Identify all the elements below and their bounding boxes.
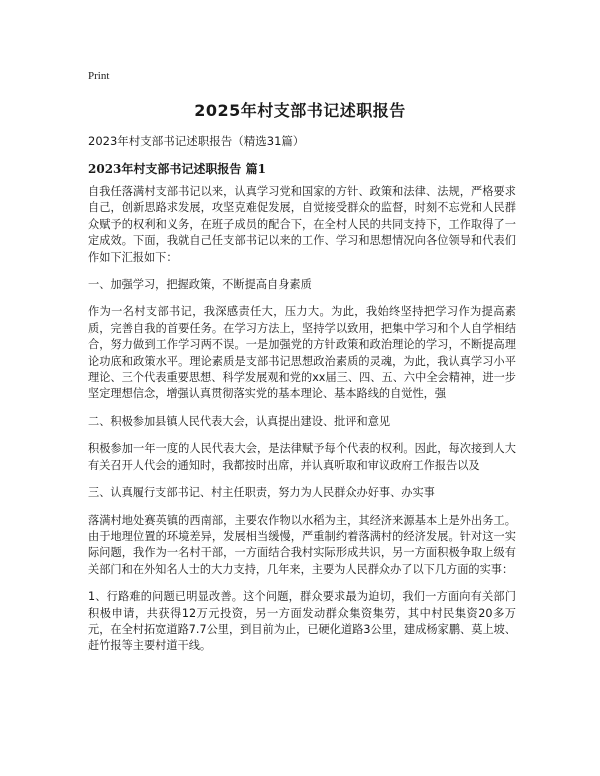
heading-congress: 二、积极参加县镇人民代表大会，认真提出建设、批评和意见 bbox=[88, 414, 391, 428]
paragraph-congress: 积极参加一年一度的人民代表大会，是法律赋予每个代表的权利。因此，每次接到人大有关召开人代会的通知时，我都按时出席，并认真听取和审议政府工作报告以及 bbox=[88, 442, 516, 472]
section-heading: 2023年村支部书记述职报告 篇1 bbox=[88, 162, 266, 176]
paragraph-intro: 自我任落满村支部书记以来，认真学习党和国家的方针、政策和法律、法规，严格要求自己，创新思路求发展，攻坚克难促发展，自觉接受群众的监督，时刻不忘党和人民群众赋予的权利和义务，在班子成员的配合下，在全村人民的共同支持下，工作取得了一定成效。下面，我就自己任支部书记以来的工作、学习和思想情况向各位领导和代表们作如下汇报如下： bbox=[88, 185, 516, 264]
paragraph-duties: 落满村地处赛英镇的西南部，主要农作物以水稻为主，其经济来源基本上是外出务工。由于地理位置的环境差异，发展相当缓慢，严重制约着落满村的经济发展。针对这一实际问题，我作为一名村干部，一方面结合我村实际形成共识，另一方面积极争取上级有关部门和在外知名人士的大力支持，几年来，主要为人民群众办了以下几方面的实事： bbox=[88, 513, 516, 576]
heading-study: 一、加强学习，把握政策，不断提高自身素质 bbox=[88, 278, 312, 292]
document-subtitle: 2023年村支部书记述职报告（精选31篇） bbox=[88, 134, 305, 148]
print-link[interactable]: Print bbox=[88, 70, 110, 82]
document-body bbox=[88, 184, 516, 666]
document-title: 2025年村支部书记述职报告 bbox=[194, 101, 406, 120]
paragraph-study: 作为一名村支部书记，我深感责任大，压力大。为此，我始终坚持把学习作为提高素质，完善自我的首要任务。在学习方法上，坚持学以致用，把集中学习和个人自学相结合，努力做到工作学习两不误。一是加强党的方针政策和政治理论的学习，不断提高理论功底和政策水平。理论素质是支部书记思想政治素质的灵魂，为此，我认真学习小平理论、三个代表重要思想、科学发展观和党的xx届三、四、五、六中全会精神，进一步坚定理想信念，增强认真贯彻落实党的基本理论、基本路线的自觉性，强 bbox=[88, 305, 516, 401]
paragraph-roads: 1、行路难的问题已明显改善。这个问题，群众要求最为迫切，我们一方面向有关部门积极申请，共获得12万元投资，另一方面发动群众集资集劳，其中村民集资20多万元，在全村拓宽道路7.7公里，到目前为止，已硬化道路3公里，建成杨家鹏、莫上坡、赶竹报等主要村道干线。 bbox=[88, 590, 516, 653]
heading-duties: 三、认真履行支部书记、村主任职责，努力为人民群众办好事、办实事 bbox=[88, 486, 435, 500]
